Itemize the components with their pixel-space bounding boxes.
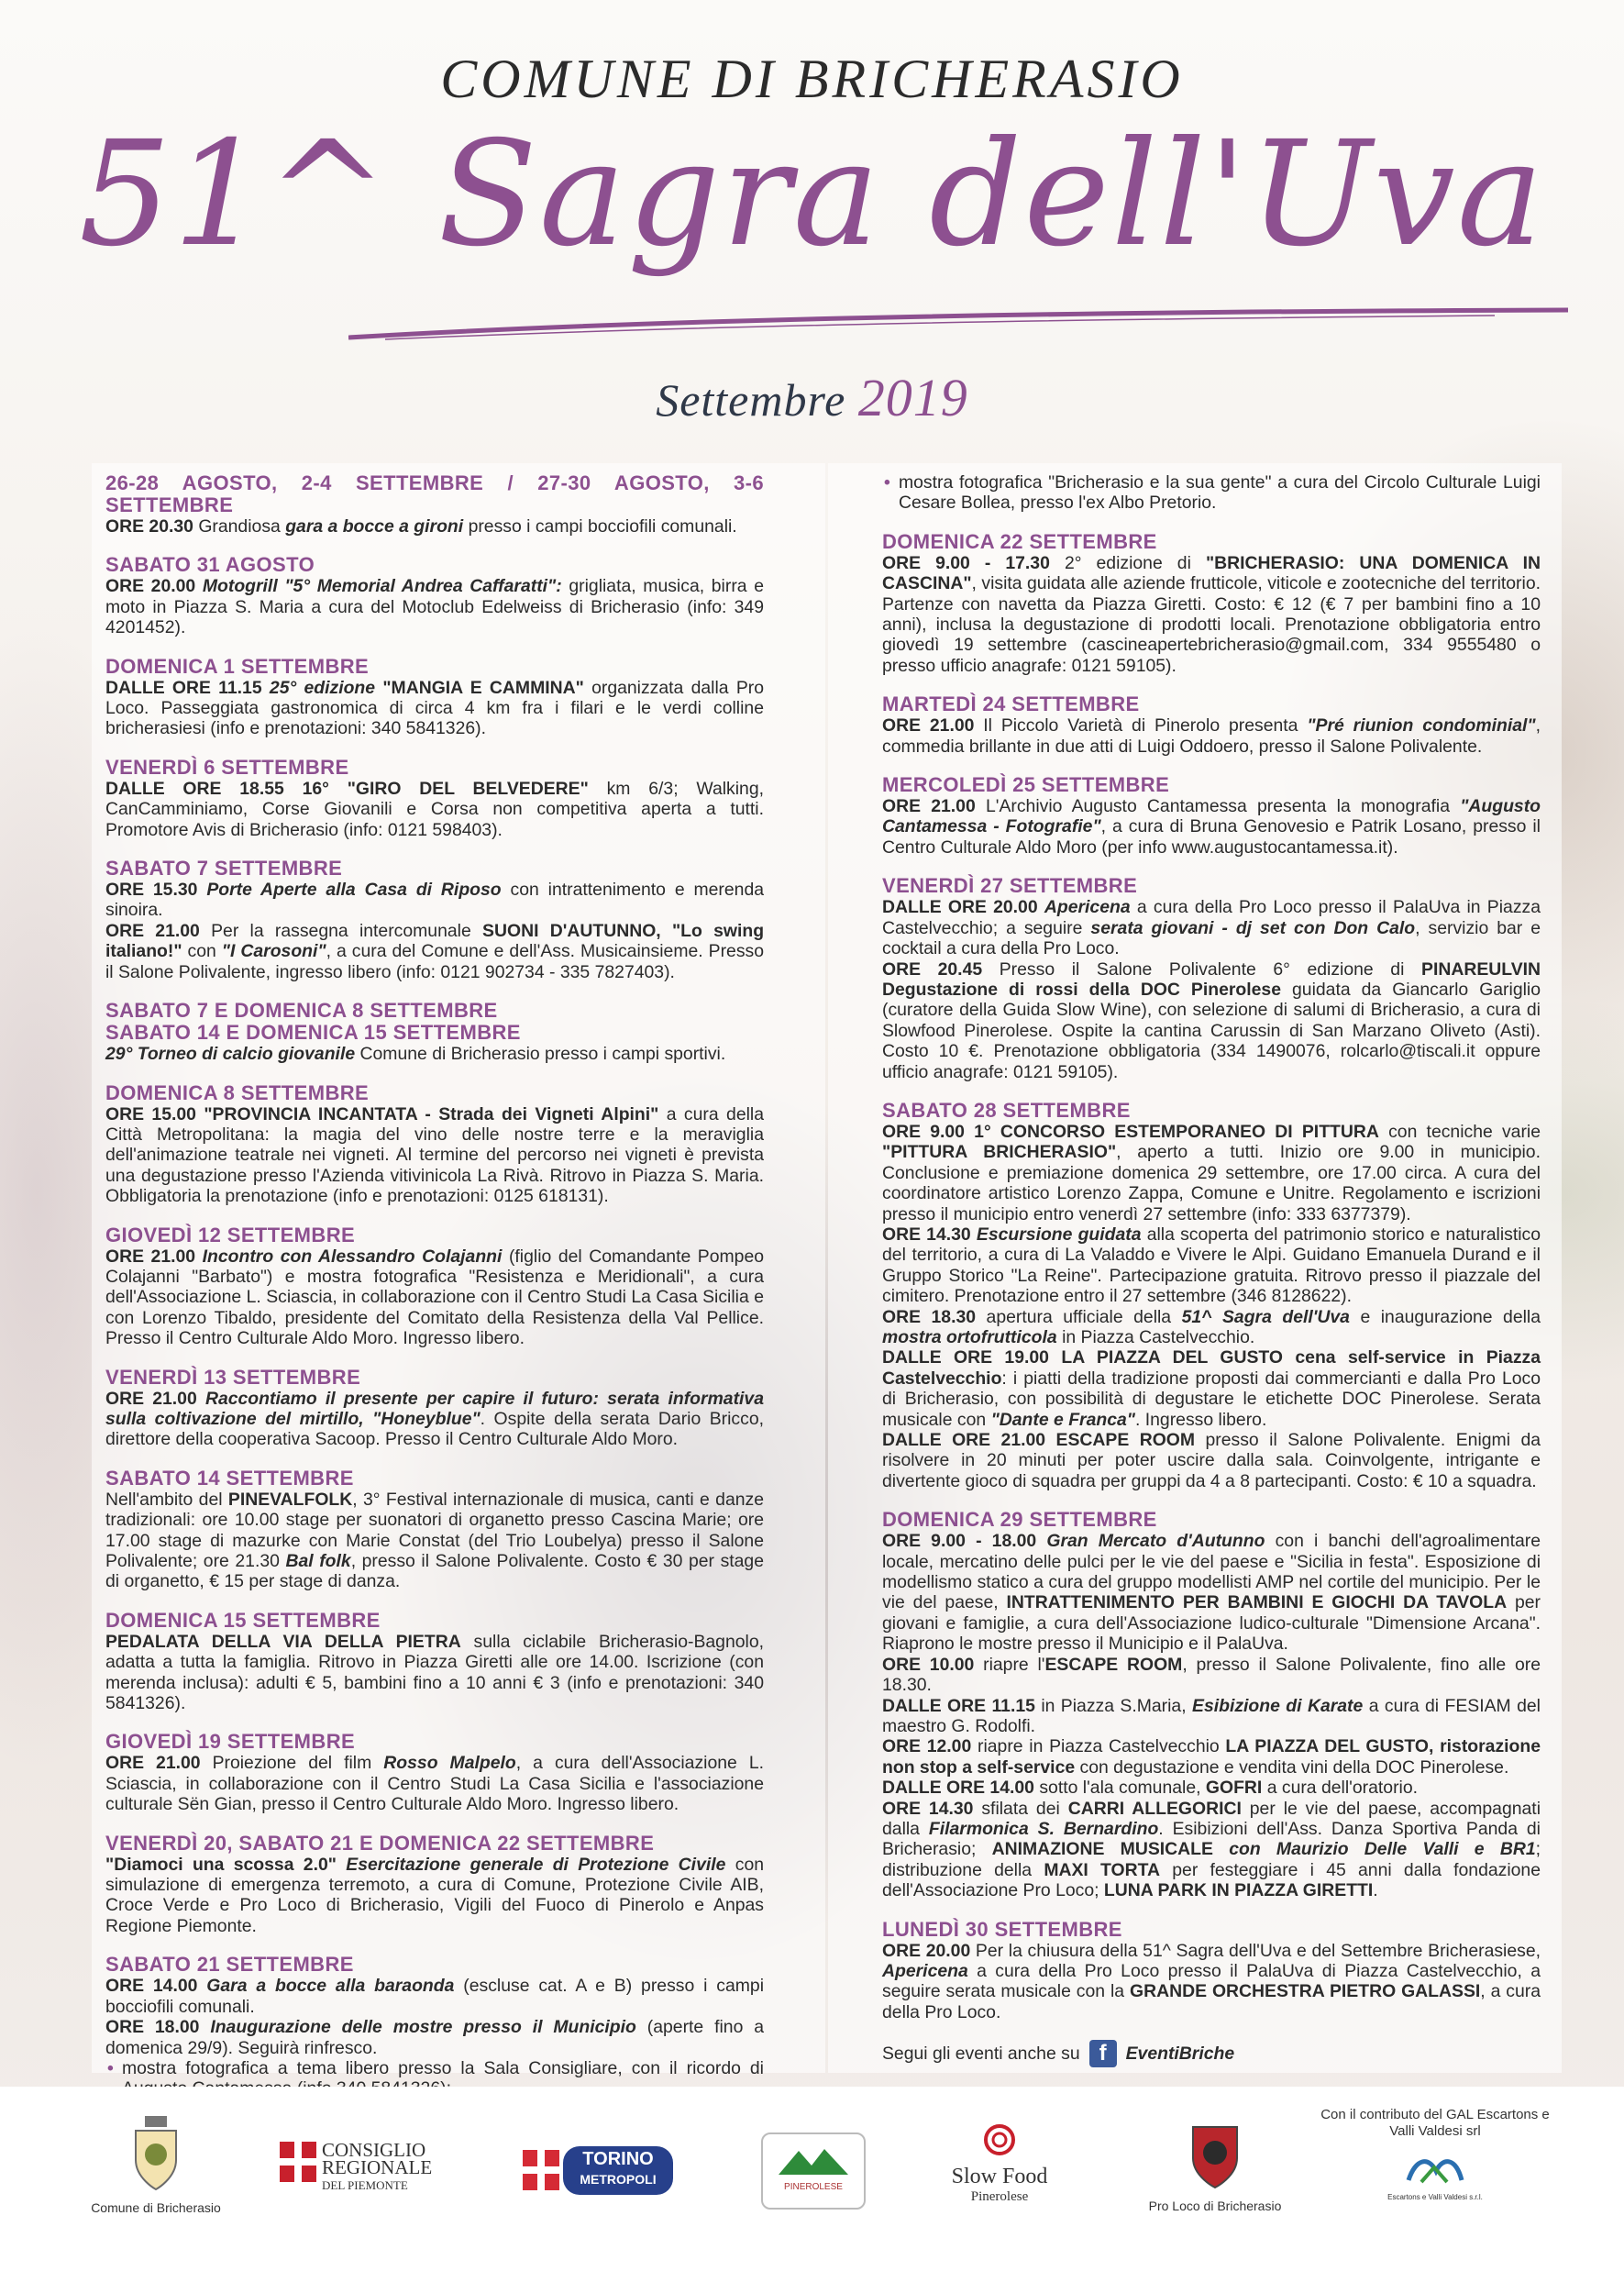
event-time: ORE 14.30 [882,1798,974,1819]
torino-flag-icon [523,2150,559,2190]
event-time: ORE 20.30 [105,516,193,537]
mountain-icon [777,2142,850,2178]
event-highlight: Apericena [1044,897,1131,918]
event-text: presso il Salone Polivalente. Enigmi da risolvere in 20 minuti per poter uscire dalla sala. Coinvolgente, intrigante e divertente gioco di squadra per gruppi da 4 a 8 partecipanti. Costo: € 10 a squadra. [882,1430,1541,1491]
event-highlight: "Augusto Cantamessa - Fotografie" [882,796,1541,837]
event-date: DOMENICA 15 SETTEMBRE [105,1608,381,1632]
event-block [105,757,764,840]
event-time: ORE 10.00 [882,1654,975,1675]
event-block [882,531,1541,676]
event-date: VENERDÌ 6 SETTEMBRE [105,755,349,779]
event-text: . [1373,1880,1378,1901]
follow-text: Segui gli eventi anche su [882,2043,1080,2064]
event-highlight: Bal folk [285,1551,351,1571]
event-time: ORE 14.30 [882,1224,971,1245]
facebook-handle[interactable]: EventiBriche [1125,2043,1235,2064]
event-time: DALLE ORE 11.15 [882,1695,1035,1716]
event-block [105,1468,764,1592]
event-text: Presso il Salone Polivalente 6° edizione di [999,958,1405,980]
event-time: ORE 21.00 [105,1753,201,1774]
facebook-icon[interactable]: f [1089,2040,1117,2067]
logo-consiglio-line1: CONSIGLIO [322,2139,426,2161]
event-highlight: Apericena [882,1960,968,1981]
event-date: DOMENICA 8 SETTEMBRE [105,1080,370,1104]
event-text: , presso il Salone Polivalente, fino alle ore 18.30. [882,1654,1541,1696]
event-time: ORE 14.00 [105,1976,198,1997]
event-time: ORE 9.00 [882,1121,965,1142]
list-item: • mostra fotografica "Bricherasio e la sua gente" a cura del Circolo Culturale Luigi Cesare Bollea, presso l'ex Albo Pretorio. [882,472,1541,514]
event-time: ORE 21.00 [105,1246,196,1267]
snail-icon [978,2119,1021,2161]
date-subtitle [0,367,1624,428]
event-text: per festeggiare i 45 anni dalla fondazione dell'Associazione Pro Loco; [882,1859,1541,1901]
event-text: a cura della Pro Loco presso il PalaUva in Piazza Castelvecchio; a seguire [882,897,1541,938]
event-highlight: PINEVALFOLK [227,1489,353,1510]
event-text: con [187,941,216,962]
year: 2019 [857,368,968,427]
event-highlight: Porte Aperte alla Casa di Riposo [206,880,502,901]
logo-proloco-label: Pro Loco di Bricherasio [1148,2199,1282,2213]
logo-proloco [1128,2121,1302,2213]
coat-of-arms-icon [128,2114,183,2197]
event-highlight: ANIMAZIONE MUSICALE [991,1839,1213,1860]
event-highlight: Gran Mercato d'Autunno [1046,1531,1265,1552]
event-text: presso i campi bocciofili comunali. [468,516,737,537]
event-text: . Ospite della serata Dario Bricco, direttore della cooperativa Sacoop. Presso il Centro Culturale Aldo Moro. [105,1408,764,1450]
contributo-text: Con il contributo del GAL Escartons e Valli Valdesi srl [1320,2107,1550,2139]
logo-torino-line2: METROPOLI [580,2172,657,2187]
logo-torino-line1: TORINO [582,2149,654,2169]
event-text: , 3° Festival internazionale di musica, canti e danze tradizionali: ore 10.00 stage per suonatori di organetto presso Cascina Marie; ore 17.00 stage di mazurke con Marie Constat (del Trio Loubelya) presso il Salone Polivalente; ore 21.30 [105,1489,764,1571]
event-highlight: Gara a bocce alla baraonda [206,1976,455,1997]
event-time: ORE 18.30 [882,1306,977,1327]
event-highlight: GOFRI [1205,1778,1263,1799]
social-follow [882,2040,1541,2067]
event-highlight: gara a bocce a gironi [285,516,464,537]
event-text: , visita guidata alle aziende frutticole, viticole e zootecniche del territorio. Partenze con navetta da Piazza Giretti. Costo: € 12 (€ 7 per bambini fino a 10 anni), inclusa la degustazione di prodotti locali. Prenotazione obbligatoria entro giovedì 19 settembre (cascineapertebricherasio@gmail.com, 334 9555480 o presso ufficio anagrafe: 0121 59105). [882,573,1541,676]
list-item: • mostra fotografica a tema libero presso la Sala Consigliare, con il ricordo di [105,2058,764,2099]
event-date: SABATO 28 SETTEMBRE [882,1098,1131,1122]
event-date: DOMENICA 29 SETTEMBRE [882,1508,1157,1532]
event-time: ORE 15.30 [105,880,198,901]
sponsor-footer [0,2087,1624,2293]
event-date: VENERDÌ 13 SETTEMBRE [105,1365,361,1389]
event-text: Nell'ambito del [105,1489,223,1510]
event-highlight: INTRATTENIMENTO PER BAMBINI E GIOCHI DA TAVOLA [1006,1592,1508,1613]
event-text: 2° edizione di [1064,552,1191,573]
event-text: con intrattenimento e merenda sinoira. [105,880,765,921]
event-text: L'Archivio Augusto Cantamessa presenta la monografia [985,796,1450,817]
event-title: 51^ Sagra dell'Uva [79,110,1545,279]
logo-slowfood [931,2119,1068,2205]
event-block [105,1610,764,1714]
event-time: DALLE ORE 19.00 [882,1347,1049,1368]
event-text: Comune di Bricherasio presso i campi sportivi. [359,1044,726,1065]
event-block [882,693,1541,757]
event-text: apertura ufficiale della [986,1306,1172,1327]
logo-contributo [1311,2107,1559,2201]
event-highlight: Rosso Malpelo [383,1753,516,1774]
event-text: a cura di FESIAM del maestro G. Rodolfi. [882,1695,1541,1736]
program-column-right [882,472,1541,2067]
event-text: Serata musicale con [882,1389,1541,1430]
event-time: ORE 21.00 [105,1388,197,1409]
event-date: LUNEDÌ 30 SETTEMBRE [882,1917,1122,1941]
event-highlight: MAXI TORTA [1044,1859,1161,1880]
event-time: ORE 9.00 - 17.30 [882,552,1050,573]
logo-slowfood-sub: Pinerolese [970,2189,1029,2204]
event-highlight: "Diamoci una scossa 2.0" [105,1854,337,1875]
event-text: . Ingresso libero. [1134,1409,1267,1430]
event-time: DALLE ORE 14.00 [882,1778,1034,1799]
event-text: ; distribuzione della [882,1839,1541,1880]
event-text: Proiezione del film [212,1753,372,1774]
event-text: . Esibizioni dell'Ass. Danza Sportiva Panda di Bricherasio; [882,1818,1541,1860]
event-text: Grandiosa [198,516,281,537]
event-highlight: "PITTURA BRICHERASIO" [882,1142,1117,1163]
logo-comune [73,2114,238,2215]
event-block [882,1919,1541,2023]
event-block [105,554,764,637]
program-column-left [105,472,764,2137]
logo-consiglio-line3: DEL PIEMONTE [322,2178,408,2192]
event-highlight: CARRI ALLEGORICI [1067,1798,1242,1819]
event-text: a cura della Pro Loco presso il PalaUva di Piazza Castelvecchio, a seguire serata musicale con la [882,1960,1541,2002]
event-highlight: LA PIAZZA DEL GUSTO cena self-service in Piazza Castelvecchio [882,1347,1541,1389]
event-highlight: PEDALATA DELLA VIA DELLA PIETRA [105,1631,461,1652]
event-block [882,774,1541,858]
event-highlight: 1° CONCORSO ESTEMPORANEO DI PITTURA [974,1121,1379,1142]
event-highlight: "I Carosoni" [221,941,326,962]
event-date: 26-28 AGOSTO, 2-4 SETTEMBRE / 27-30 AGOSTO, 3-6 SETTEMBRE [105,471,764,516]
event-text: in Piazza Castelvecchio. [1062,1327,1255,1347]
event-date: MARTEDÌ 24 SETTEMBRE [882,692,1140,716]
event-block [882,472,1541,514]
event-date: DOMENICA 1 SETTEMBRE [105,654,370,678]
event-text: sotto l'ala comunale, [1039,1778,1201,1799]
event-text: : i piatti della tradizione proposti dai commercianti e dalla Pro Loco di Bricherasio, con possibilità di degustare le etichette DOC Pinerolese. [882,1368,1541,1410]
event-highlight: Esercitazione generale di Protezione Civile [346,1854,726,1875]
event-highlight: ESCAPE ROOM [1055,1430,1196,1451]
event-text: , a cura di Bruna Genovesio e Patrik Losano, presso il Centro Culturale Aldo Moro (per info www.augustocantamessa.it). [882,816,1541,858]
event-time: ORE 21.00 [882,796,976,817]
event-time: ORE 15.00 [105,1103,196,1124]
event-text: , servizio bar e cocktail a cura della Pro Loco. [882,917,1541,959]
event-block [105,1731,764,1814]
logo-slowfood-label: Slow Food [951,2165,1048,2188]
event-text: per giovani e famiglie, a cura dell'Associazione ludico-culturale "Dimensione Arcana". Riaprono le mostre presso il Municipio e il PalaUva. [882,1592,1541,1655]
event-highlight: "MANGIA E CAMMINA" [382,677,584,698]
event-text: , a cura dell'Associazione L. Sciascia, in collaborazione con il Centro Studi La Casa Sicilia e l'associazione culturale Sën Gian, presso il Centro Culturale Aldo Moro. Ingresso libero. [105,1753,764,1815]
comune-heading: COMUNE DI BRICHERASIO [440,49,1184,109]
logo-consiglio [280,2139,445,2194]
event-date: DOMENICA 22 SETTEMBRE [882,529,1157,553]
event-highlight: Escursione guidata [976,1224,1142,1245]
event-text: , presso il Salone Polivalente. Costo € 30 per stage di organetto, € 15 per stage di danza. [105,1551,765,1592]
event-time: ORE 21.00 [882,715,975,737]
escartons-icon [1403,2149,1467,2189]
event-text: , aperto a tutti. Inizio ore 9.00 in municipio. Conclusione e premiazione domenica 29 settembre, ore 17.00 circa. A cura del coordinatore artistico Lorenzo Zappa, Comune e Unitre. Regolamento e iscrizioni presso il municipio entro venerdì 27 settembre (info: 333 6377379). [882,1142,1541,1224]
event-text: sulla ciclabile Bricherasio-Bagnolo, adatta a tutta la famiglia. Ritrovo in Piazza Giretti alle ore 14.00. Iscrizione (con merenda inclusa): adulti € 5, bambini fino a 10 anni € 3 (info e prenotazioni: 340 5841326). [105,1631,764,1714]
event-text: (figlio del Comandante Pompeo Colajanni "Barbato") e mostra fotografica "Resistenza e Meridionali", a cura dell'Associazione L. Sciascia, in collaborazione con il Centro Studi La Casa Sicilia e con Lorenzo Tibaldo, presidente del Comitato della Resistenza della Val Pellice. Presso il Centro Culturale Aldo Moro. Ingresso libero. [105,1246,765,1349]
event-highlight: 16° "GIRO DEL BELVEDERE" [302,778,589,799]
event-text: a cura della Città Metropolitana: la magia del vino delle nostre terre e la meraviglia dell'animazione teatrale nei vigneti. Al termine del percorso nei vigneti è prevista una degustazione presso l'Azienda vitivinicola La Rivà. Ritrovo in Piazza S. Maria. Obbligatoria la prenotazione (info e prenotazioni: 0125 618131). [105,1103,764,1207]
event-highlight: SUONI D'AUTUNNO, "Lo swing italiano!" [105,920,765,962]
event-time: ORE 20.45 [882,958,983,980]
logo-gal-label: PINEROLESE [784,2182,843,2192]
event-highlight: LA PIAZZA DEL GUSTO, ristorazione non stop a self-service [882,1736,1541,1778]
event-text: grigliata, musica, birra e moto in Piazza S. Maria a cura del Motoclub Edelweiss di Bricherasio (info: 349 4201452). [105,576,764,638]
event-highlight: serata giovani - dj set con Don Calo [1090,917,1416,938]
event-text: (aperte fino a domenica 29/9). Seguirà rinfresco. [105,2017,765,2058]
event-text: a cura dell'oratorio. [1266,1778,1419,1799]
event-highlight: mostra ortofrutticola [882,1327,1057,1347]
event-text: in Piazza S.Maria, [1041,1695,1187,1716]
event-date: GIOVEDÌ 19 SETTEMBRE [105,1730,356,1754]
logo-consiglio-line2: REGIONALE [322,2156,433,2178]
event-text: e inaugurazione della [1360,1306,1541,1327]
event-text: , commedia brillante in due atti di Luigi Oddoero, presso il Salone Polivalente. [882,715,1541,757]
title-flourish [348,294,1568,349]
event-highlight: LUNA PARK IN PIAZZA GIRETTI [1103,1880,1374,1901]
event-text: Per la chiusura della 51^ Sagra dell'Uva e del Settembre Bricherasiese, [975,1940,1541,1961]
piemonte-flag-icon [280,2142,316,2182]
event-text: , a cura della Pro Loco. [882,1981,1541,2022]
event-highlight: Inaugurazione delle mostre presso il Municipio [210,2017,636,2038]
event-highlight: ESCAPE ROOM [1044,1654,1183,1675]
event-date: SABATO 7 E DOMENICA 8 SETTEMBRE [105,999,498,1023]
event-highlight: Motogrill "5° Memorial Andrea Caffaratti": [202,576,562,597]
event-time: ORE 18.00 [105,2017,200,2038]
event-highlight: "Dante e Franca" [990,1409,1135,1430]
event-highlight: con Maurizio Delle Valli e BR1 [1229,1839,1536,1860]
event-block [105,858,764,982]
event-highlight: GRANDE ORCHESTRA PIETRO GALASSI [1130,1981,1481,2002]
event-block [105,1000,764,1064]
event-text: riapre l' [983,1654,1045,1675]
event-highlight: "BRICHERASIO: UNA DOMENICA IN CASCINA" [882,552,1541,594]
event-block [882,1509,1541,1900]
event-highlight: Esibizione di Karate [1192,1695,1364,1716]
logo-gal [761,2132,866,2210]
event-date: VENERDÌ 27 SETTEMBRE [882,874,1138,898]
event-highlight: "Pré riunion condominial" [1307,715,1536,737]
event-text: guidata da Giancarlo Gariglio (curatore della Guida Slow Wine), con selezione di salumi di Bricherasio, a cura di Slowfood Pinerolese. Ospite la cantina Carussin di San Marzano Oliveto (Asti). Costo 10 €. Prenotazione obbligatoria (334 1490076, rolcarlo@tiscali.it oppure ufficio anagrafe: 0121 59105). [882,979,1541,1082]
event-block [882,1100,1541,1491]
event-block [105,1224,764,1349]
event-text: (escluse cat. A e B) presso i campi bocciofili comunali. [105,1976,765,2017]
logo-torino [523,2146,674,2194]
event-time: DALLE ORE 21.00 [882,1430,1046,1451]
event-block [105,1082,764,1207]
event-highlight: Incontro con Alessandro Colajanni [202,1246,503,1267]
event-highlight: PINAREULVIN Degustazione di rossi della DOC Pinerolese [882,958,1541,1000]
event-highlight: Filarmonica S. Bernardino [928,1818,1159,1839]
event-text: Il Piccolo Varietà di Pinerolo presenta [983,715,1298,737]
event-highlight: Raccontiamo il presente per capire il futuro: serata informativa sulla coltivazione del mirtillo, "Honeyblue" [105,1388,765,1429]
event-date: SABATO 31 AGOSTO [105,553,315,577]
proloco-crest-icon [1188,2121,1243,2191]
event-highlight: 25° edizione [269,677,376,698]
event-date: MERCOLEDÌ 25 SETTEMBRE [882,773,1170,797]
month: Settembre [656,374,846,426]
event-text: con i banchi dell'agroalimentare locale, mercatino delle pulci per le vie del paese e "Sicilia in festa". Esposizione di modellismo statico a cura del gruppo modellisti AMP nel cortile del municipio. Per le vie del paese, [882,1531,1541,1613]
logo-comune-label: Comune di Bricherasio [91,2200,221,2215]
event-block [105,1833,764,1937]
event-text: con tecniche varie [1388,1121,1541,1142]
event-text: alla scoperta del patrimonio storico e naturalistico del territorio, a cura di La Valaddo e Vivere le Alpi. Guidano Emanuela Durand e il Gruppo Storico "La Reine". Partecipazione gratuita. Ritrovo presso il piazzale del cimitero. Prenotazione entro il 27 settembre (346 8128622). [882,1224,1541,1307]
event-date: SABATO 21 SETTEMBRE [105,1953,354,1977]
event-text: , a cura del Comune e dell'Ass. Musicainsieme. Presso il Salone Polivalente, ingresso libero (info: 0121 902734 - 335 7827403). [105,941,764,982]
event-time: ORE 21.00 [105,920,200,941]
event-time: ORE 12.00 [882,1736,972,1757]
event-time: DALLE ORE 18.55 [105,778,284,799]
event-text: riapre in Piazza Castelvecchio [977,1736,1220,1757]
event-highlight: 29° Torneo di calcio giovanile [105,1044,356,1065]
event-text: Per la rassegna intercomunale [211,920,471,941]
event-date: SABATO 14 SETTEMBRE [105,1466,354,1490]
event-block [105,472,764,537]
event-text: per le vie del paese, accompagnati dalla [882,1798,1541,1839]
event-time: DALLE ORE 20.00 [882,897,1038,918]
event-block [882,875,1541,1082]
event-date: GIOVEDÌ 12 SETTEMBRE [105,1223,356,1246]
event-text: con simulazione di emergenza terremoto, a cura di Comune, Protezione Civile AIB, Croce Verde e Pro Loco di Bricherasio, Vigili del Fuoco di Pinerolo e Anpas Regione Piemonte. [105,1854,765,1936]
event-time: ORE 20.00 [882,1940,971,1961]
event-block [105,656,764,739]
event-time: DALLE ORE 11.15 [105,677,262,698]
event-block [105,1367,764,1450]
event-date: SABATO 14 E DOMENICA 15 SETTEMBRE [105,1021,521,1045]
event-text: organizzata dalla Pro Loco. Passeggiata gastronomica di circa 4 km fra i filari e le verdi colline bricherasiesi (info e prenotazioni: 340 5841326). [105,677,764,739]
event-date: VENERDÌ 20, SABATO 21 E DOMENICA 22 SETTEMBRE [105,1831,655,1855]
event-text: con degustazione e vendita vini della DOC Pinerolese. [1079,1756,1509,1778]
event-time: ORE 20.00 [105,576,196,597]
event-text: km 6/3; Walking, CanCamminiamo, Corse Giovanili e Corsa non competitiva aperta a tutti. Promotore Avis di Bricherasio (info: 0121 598403). [105,778,765,840]
event-text: sfilata dei [981,1798,1060,1819]
event-time: ORE 9.00 - 18.00 [882,1531,1037,1552]
escartons-label: Escartons e Valli Valdesi s.r.l. [1387,2193,1483,2201]
event-highlight: "PROVINCIA INCANTATA - Strada dei Vigneti Alpini" [204,1103,659,1124]
event-date: SABATO 7 SETTEMBRE [105,857,343,881]
event-highlight: 51^ Sagra dell'Uva [1181,1306,1350,1327]
